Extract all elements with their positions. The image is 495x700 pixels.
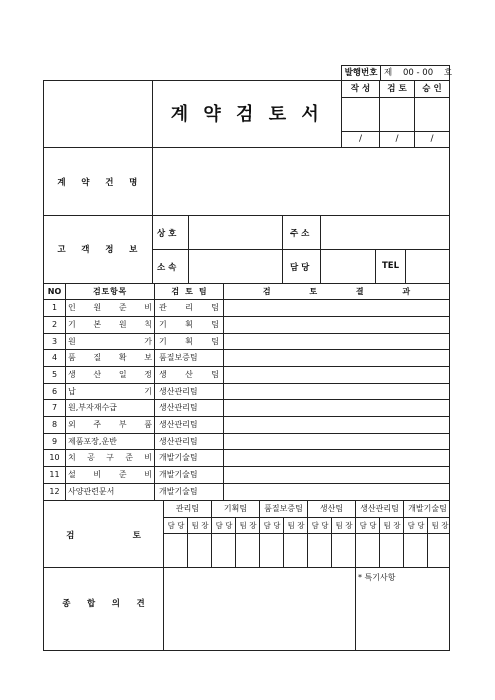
signature-cell[interactable] (380, 534, 403, 567)
review-item: 생 산 일 정 (68, 370, 152, 379)
approval-date-slash: / (430, 134, 434, 144)
row-number: 1 (51, 303, 58, 312)
review-staff-label: 담 당 (263, 521, 281, 530)
contract-name-label: 계 약 건 명 (57, 178, 139, 188)
review-item: 인 원 준 비 (68, 303, 152, 312)
review-team: 개발기술팀 (159, 487, 198, 496)
review-team: 관 리 팀 (159, 303, 219, 312)
review-result-cell[interactable] (224, 450, 449, 466)
review-result-cell[interactable] (224, 400, 449, 416)
review-result-cell[interactable] (224, 467, 449, 483)
row-number: 12 (49, 487, 60, 496)
review-team: 개발기술팀 (159, 470, 198, 479)
review-staff-label: 담 당 (407, 521, 425, 530)
review-team-name: 기획팀 (223, 504, 248, 513)
review-item: 원 가 (68, 337, 152, 346)
approval-writer-label: 작 성 (350, 84, 371, 94)
signature-cell[interactable] (308, 534, 331, 567)
header-item: 검토항목 (92, 287, 128, 296)
review-team-name: 품질보증팀 (264, 504, 303, 513)
review-team: 생산관리팀 (159, 387, 198, 396)
review-staff-label: 담 당 (215, 521, 233, 530)
header-no: NO (47, 287, 62, 296)
person-in-charge-label: 담 당 (290, 263, 310, 273)
review-team: 품질보증팀 (159, 353, 198, 362)
review-section-label: 검 토 (66, 531, 141, 541)
review-team-name: 개발기술팀 (408, 504, 447, 513)
review-item: 원,부자재수급 (68, 403, 117, 412)
approval-date-slash: / (395, 134, 399, 144)
review-item: 외 주 부 품 (68, 420, 152, 429)
review-result-cell[interactable] (224, 300, 449, 316)
review-result-cell[interactable] (224, 417, 449, 433)
review-leader-label: 팀 장 (335, 521, 353, 530)
review-leader-label: 팀 장 (383, 521, 401, 530)
row-number: 8 (51, 420, 58, 429)
review-item: 기 본 원 칙 (68, 320, 152, 329)
signature-cell[interactable] (356, 534, 379, 567)
approval-date-slash: / (358, 134, 363, 144)
signature-cell[interactable] (284, 534, 307, 567)
signature-cell[interactable] (212, 534, 235, 567)
review-staff-label: 담 당 (359, 521, 377, 530)
row-number: 9 (51, 437, 58, 446)
review-result-cell[interactable] (224, 484, 449, 500)
review-item: 제품포장,운반 (68, 437, 117, 446)
signature-cell[interactable] (188, 534, 211, 567)
review-team: 기 획 팀 (159, 320, 219, 329)
overall-opinion-label: 종 합 의 견 (62, 599, 145, 609)
row-number: 2 (51, 320, 58, 329)
approval-review-label: 검 토 (387, 84, 407, 94)
review-result-cell[interactable] (224, 367, 449, 383)
tel-label: TEL (381, 261, 400, 271)
review-team: 생 산 팀 (159, 370, 219, 379)
signature-cell[interactable] (332, 534, 355, 567)
signature-cell[interactable] (164, 534, 187, 567)
review-team: 생산관리팀 (159, 420, 198, 429)
review-item: 납 기 (68, 387, 152, 396)
review-result-cell[interactable] (224, 434, 449, 450)
signature-cell[interactable] (428, 534, 451, 567)
customer-info-label: 고 객 정 보 (57, 245, 139, 255)
review-leader-label: 팀 장 (191, 521, 209, 530)
header-result: 검 토 결 과 (262, 287, 411, 296)
special-notes-label: * 특기사항 (358, 573, 396, 582)
approval-approve-label: 승 인 (422, 84, 442, 94)
review-item: 설 비 준 비 (68, 470, 152, 479)
review-team-name: 관리팀 (175, 504, 200, 513)
review-leader-label: 팀 장 (287, 521, 305, 530)
review-leader-label: 팀 장 (431, 521, 449, 530)
row-number: 10 (49, 453, 60, 462)
signature-cell[interactable] (260, 534, 283, 567)
signature-cell[interactable] (236, 534, 259, 567)
review-team-name: 생산팀 (319, 504, 344, 513)
review-result-cell[interactable] (224, 350, 449, 366)
row-number: 6 (51, 387, 58, 396)
review-team: 생산관리팀 (159, 437, 198, 446)
issue-number-label: 발행번호 (344, 68, 378, 78)
company-name-label: 상 호 (157, 229, 177, 239)
review-team-name: 생산관리팀 (360, 504, 399, 513)
document-title: 계 약 검 토 서 (170, 104, 324, 125)
review-team: 생산관리팀 (159, 403, 198, 412)
issue-number-value: 제 00 - 00 호 (384, 68, 453, 78)
row-number: 4 (51, 353, 58, 362)
review-staff-label: 담 당 (311, 521, 329, 530)
review-team: 기 획 팀 (159, 337, 219, 346)
review-result-cell[interactable] (224, 384, 449, 400)
review-item: 치 공 구 준 비 (68, 453, 152, 462)
header-team: 검 토 팀 (171, 287, 207, 296)
row-number: 7 (51, 403, 58, 412)
signature-cell[interactable] (404, 534, 427, 567)
review-result-cell[interactable] (224, 334, 449, 350)
review-item: 품 질 확 보 (68, 353, 152, 362)
address-label: 주 소 (290, 229, 310, 239)
review-leader-label: 팀 장 (239, 521, 257, 530)
review-staff-label: 담 당 (167, 521, 185, 530)
review-item: 사양관련문서 (68, 487, 115, 496)
review-result-cell[interactable] (224, 317, 449, 333)
review-team: 개발기술팀 (159, 453, 198, 462)
row-number: 11 (49, 470, 60, 479)
department-label: 소 속 (157, 263, 177, 273)
row-number: 3 (51, 337, 58, 346)
row-number: 5 (51, 370, 58, 379)
